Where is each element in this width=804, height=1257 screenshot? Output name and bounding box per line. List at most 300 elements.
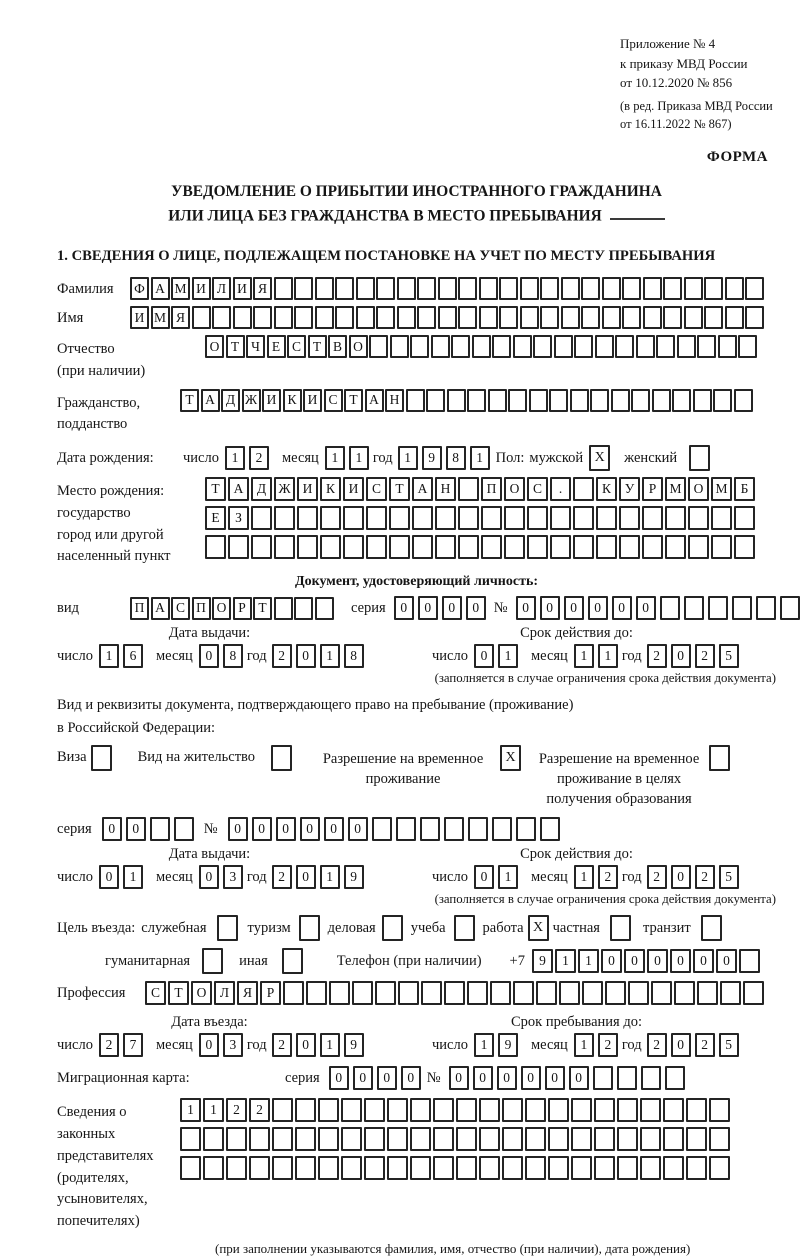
- migcard-series-input[interactable]: [329, 1066, 425, 1090]
- char-cell[interactable]: Я: [237, 981, 258, 1005]
- char-cell[interactable]: [593, 1066, 613, 1090]
- char-cell[interactable]: 0: [671, 644, 691, 668]
- char-cell[interactable]: [458, 535, 479, 559]
- char-cell[interactable]: 1: [474, 1033, 494, 1057]
- char-cell[interactable]: 0: [466, 596, 486, 620]
- char-cell[interactable]: [527, 506, 548, 530]
- char-cell[interactable]: 1: [99, 644, 119, 668]
- char-cell[interactable]: [366, 506, 387, 530]
- char-cell[interactable]: 0: [418, 596, 438, 620]
- char-cell[interactable]: [636, 335, 655, 358]
- char-cell[interactable]: 0: [99, 865, 119, 889]
- char-cell[interactable]: К: [596, 477, 617, 501]
- char-cell[interactable]: [525, 1156, 546, 1180]
- char-cell[interactable]: [619, 506, 640, 530]
- char-cell[interactable]: [743, 981, 764, 1005]
- char-cell[interactable]: [390, 335, 409, 358]
- stay-doc-issue-day-input[interactable]: [99, 865, 147, 889]
- char-cell[interactable]: З: [228, 506, 249, 530]
- char-cell[interactable]: [651, 981, 672, 1005]
- char-cell[interactable]: Т: [180, 389, 199, 412]
- char-cell[interactable]: [366, 535, 387, 559]
- char-cell[interactable]: [335, 277, 354, 300]
- char-cell[interactable]: [318, 1098, 339, 1122]
- issue-day-input[interactable]: [99, 644, 147, 668]
- char-cell[interactable]: 3: [223, 865, 243, 889]
- char-cell[interactable]: [596, 535, 617, 559]
- char-cell[interactable]: [343, 506, 364, 530]
- char-cell[interactable]: [513, 335, 532, 358]
- char-cell[interactable]: [540, 817, 560, 841]
- char-cell[interactable]: [536, 981, 557, 1005]
- char-cell[interactable]: [780, 596, 800, 620]
- char-cell[interactable]: [704, 277, 723, 300]
- char-cell[interactable]: П: [481, 477, 502, 501]
- char-cell[interactable]: П: [130, 597, 149, 620]
- char-cell[interactable]: [315, 277, 334, 300]
- char-cell[interactable]: 0: [540, 596, 560, 620]
- char-cell[interactable]: 1: [349, 446, 369, 470]
- profession-input[interactable]: [145, 981, 766, 1005]
- stay-until-month-input[interactable]: [574, 1033, 622, 1057]
- char-cell[interactable]: 1: [398, 446, 418, 470]
- char-cell[interactable]: 0: [474, 644, 494, 668]
- char-cell[interactable]: [571, 1127, 592, 1151]
- char-cell[interactable]: И: [233, 277, 252, 300]
- char-cell[interactable]: 0: [199, 865, 219, 889]
- char-cell[interactable]: [533, 335, 552, 358]
- char-cell[interactable]: [341, 1098, 362, 1122]
- char-cell[interactable]: [720, 981, 741, 1005]
- char-cell[interactable]: [684, 596, 704, 620]
- char-cell[interactable]: [642, 535, 663, 559]
- char-cell[interactable]: [283, 981, 304, 1005]
- char-cell[interactable]: [594, 1156, 615, 1180]
- char-cell[interactable]: 0: [671, 1033, 691, 1057]
- char-cell[interactable]: 1: [498, 865, 518, 889]
- char-cell[interactable]: 2: [272, 644, 292, 668]
- char-cell[interactable]: У: [619, 477, 640, 501]
- char-cell[interactable]: [410, 1156, 431, 1180]
- char-cell[interactable]: [410, 335, 429, 358]
- char-cell[interactable]: 0: [296, 1033, 316, 1057]
- char-cell[interactable]: 9: [344, 1033, 364, 1057]
- char-cell[interactable]: А: [151, 597, 170, 620]
- char-cell[interactable]: [420, 817, 440, 841]
- char-cell[interactable]: [672, 389, 691, 412]
- char-cell[interactable]: [294, 277, 313, 300]
- char-cell[interactable]: 0: [102, 817, 122, 841]
- char-cell[interactable]: [663, 277, 682, 300]
- char-cell[interactable]: [540, 306, 559, 329]
- char-cell[interactable]: О: [212, 597, 231, 620]
- char-cell[interactable]: [665, 535, 686, 559]
- char-cell[interactable]: [341, 1156, 362, 1180]
- char-cell[interactable]: [406, 389, 425, 412]
- char-cell[interactable]: 1: [123, 865, 143, 889]
- char-cell[interactable]: 2: [249, 446, 269, 470]
- char-cell[interactable]: [417, 306, 436, 329]
- char-cell[interactable]: О: [191, 981, 212, 1005]
- char-cell[interactable]: 0: [276, 817, 296, 841]
- char-cell[interactable]: 0: [588, 596, 608, 620]
- stay-doc-series-input[interactable]: [102, 817, 198, 841]
- char-cell[interactable]: 2: [695, 1033, 715, 1057]
- char-cell[interactable]: [479, 1127, 500, 1151]
- char-cell[interactable]: [274, 306, 293, 329]
- char-cell[interactable]: 1: [574, 865, 594, 889]
- char-cell[interactable]: [372, 817, 392, 841]
- char-cell[interactable]: 1: [203, 1098, 224, 1122]
- char-cell[interactable]: [725, 306, 744, 329]
- char-cell[interactable]: [458, 277, 477, 300]
- doc-kind-input[interactable]: [130, 597, 335, 620]
- name-input[interactable]: [130, 306, 766, 329]
- char-cell[interactable]: [364, 1098, 385, 1122]
- char-cell[interactable]: [550, 506, 571, 530]
- char-cell[interactable]: [253, 306, 272, 329]
- char-cell[interactable]: 5: [719, 1033, 739, 1057]
- char-cell[interactable]: [295, 1156, 316, 1180]
- char-cell[interactable]: 1: [180, 1098, 201, 1122]
- char-cell[interactable]: [438, 306, 457, 329]
- char-cell[interactable]: С: [324, 389, 343, 412]
- char-cell[interactable]: Д: [251, 477, 272, 501]
- char-cell[interactable]: [704, 306, 723, 329]
- char-cell[interactable]: 5: [719, 644, 739, 668]
- char-cell[interactable]: [472, 335, 491, 358]
- char-cell[interactable]: 0: [671, 865, 691, 889]
- purpose-humanitarian-checkbox[interactable]: [202, 948, 223, 974]
- char-cell[interactable]: [479, 1156, 500, 1180]
- stay-doc-issue-year-input[interactable]: [272, 865, 368, 889]
- surname-input[interactable]: [130, 277, 766, 300]
- char-cell[interactable]: [640, 1098, 661, 1122]
- char-cell[interactable]: [376, 277, 395, 300]
- char-cell[interactable]: [467, 981, 488, 1005]
- char-cell[interactable]: [203, 1156, 224, 1180]
- char-cell[interactable]: 2: [647, 865, 667, 889]
- char-cell[interactable]: [686, 1098, 707, 1122]
- char-cell[interactable]: [686, 1156, 707, 1180]
- char-cell[interactable]: [274, 277, 293, 300]
- char-cell[interactable]: [571, 1156, 592, 1180]
- char-cell[interactable]: [745, 277, 764, 300]
- char-cell[interactable]: 6: [123, 644, 143, 668]
- char-cell[interactable]: [525, 1098, 546, 1122]
- char-cell[interactable]: 0: [296, 644, 316, 668]
- char-cell[interactable]: 0: [199, 644, 219, 668]
- char-cell[interactable]: [709, 1156, 730, 1180]
- char-cell[interactable]: [490, 981, 511, 1005]
- char-cell[interactable]: [249, 1127, 270, 1151]
- char-cell[interactable]: [734, 535, 755, 559]
- char-cell[interactable]: [412, 506, 433, 530]
- char-cell[interactable]: [665, 506, 686, 530]
- char-cell[interactable]: 0: [569, 1066, 589, 1090]
- char-cell[interactable]: 2: [647, 644, 667, 668]
- temp-residence-checkbox[interactable]: X: [500, 745, 521, 771]
- sex-female-checkbox[interactable]: [689, 445, 710, 471]
- char-cell[interactable]: Т: [168, 981, 189, 1005]
- char-cell[interactable]: [663, 1098, 684, 1122]
- char-cell[interactable]: [573, 535, 594, 559]
- char-cell[interactable]: [660, 596, 680, 620]
- char-cell[interactable]: [251, 506, 272, 530]
- representatives-input-line2[interactable]: [180, 1127, 732, 1151]
- char-cell[interactable]: [356, 306, 375, 329]
- char-cell[interactable]: [725, 277, 744, 300]
- stay-doc-issue-month-input[interactable]: [199, 865, 247, 889]
- char-cell[interactable]: А: [201, 389, 220, 412]
- char-cell[interactable]: Т: [205, 477, 226, 501]
- char-cell[interactable]: [320, 506, 341, 530]
- birthplace-input-line2[interactable]: [205, 506, 757, 530]
- char-cell[interactable]: [438, 277, 457, 300]
- char-cell[interactable]: [581, 277, 600, 300]
- char-cell[interactable]: Ч: [246, 335, 265, 358]
- char-cell[interactable]: 1: [574, 644, 594, 668]
- doc-series-input[interactable]: [394, 596, 490, 620]
- char-cell[interactable]: [640, 1156, 661, 1180]
- char-cell[interactable]: В: [328, 335, 347, 358]
- char-cell[interactable]: [622, 306, 641, 329]
- citizenship-input[interactable]: [180, 389, 754, 412]
- char-cell[interactable]: [540, 277, 559, 300]
- char-cell[interactable]: [397, 277, 416, 300]
- char-cell[interactable]: [412, 535, 433, 559]
- char-cell[interactable]: [502, 1098, 523, 1122]
- char-cell[interactable]: [529, 389, 548, 412]
- char-cell[interactable]: [180, 1156, 201, 1180]
- entry-year-input[interactable]: [272, 1033, 368, 1057]
- char-cell[interactable]: [315, 597, 334, 620]
- char-cell[interactable]: [504, 535, 525, 559]
- char-cell[interactable]: [369, 335, 388, 358]
- char-cell[interactable]: 0: [474, 865, 494, 889]
- char-cell[interactable]: [318, 1127, 339, 1151]
- char-cell[interactable]: 2: [598, 865, 618, 889]
- char-cell[interactable]: И: [262, 389, 281, 412]
- char-cell[interactable]: [732, 596, 752, 620]
- char-cell[interactable]: 2: [249, 1098, 270, 1122]
- char-cell[interactable]: [594, 1098, 615, 1122]
- char-cell[interactable]: 0: [647, 949, 668, 973]
- char-cell[interactable]: 8: [223, 644, 243, 668]
- char-cell[interactable]: [674, 981, 695, 1005]
- char-cell[interactable]: Т: [226, 335, 245, 358]
- char-cell[interactable]: [451, 335, 470, 358]
- char-cell[interactable]: [713, 389, 732, 412]
- char-cell[interactable]: 2: [695, 644, 715, 668]
- char-cell[interactable]: 0: [401, 1066, 421, 1090]
- char-cell[interactable]: [559, 981, 580, 1005]
- char-cell[interactable]: [642, 506, 663, 530]
- issue-year-input[interactable]: [272, 644, 368, 668]
- char-cell[interactable]: [343, 535, 364, 559]
- char-cell[interactable]: 2: [226, 1098, 247, 1122]
- char-cell[interactable]: [643, 277, 662, 300]
- char-cell[interactable]: [387, 1098, 408, 1122]
- char-cell[interactable]: [643, 306, 662, 329]
- char-cell[interactable]: [663, 1127, 684, 1151]
- char-cell[interactable]: Ж: [274, 477, 295, 501]
- char-cell[interactable]: Л: [214, 981, 235, 1005]
- char-cell[interactable]: [527, 535, 548, 559]
- char-cell[interactable]: [617, 1066, 637, 1090]
- char-cell[interactable]: [410, 1127, 431, 1151]
- char-cell[interactable]: [631, 389, 650, 412]
- char-cell[interactable]: М: [151, 306, 170, 329]
- char-cell[interactable]: [364, 1156, 385, 1180]
- char-cell[interactable]: Д: [221, 389, 240, 412]
- char-cell[interactable]: [315, 306, 334, 329]
- purpose-other-checkbox[interactable]: [282, 948, 303, 974]
- char-cell[interactable]: С: [527, 477, 548, 501]
- temp-residence-edu-checkbox[interactable]: [709, 745, 730, 771]
- char-cell[interactable]: [596, 506, 617, 530]
- char-cell[interactable]: 0: [693, 949, 714, 973]
- char-cell[interactable]: [550, 535, 571, 559]
- char-cell[interactable]: [387, 1127, 408, 1151]
- char-cell[interactable]: [502, 1156, 523, 1180]
- char-cell[interactable]: [479, 1098, 500, 1122]
- valid-month-input[interactable]: [574, 644, 622, 668]
- char-cell[interactable]: [504, 506, 525, 530]
- char-cell[interactable]: С: [145, 981, 166, 1005]
- char-cell[interactable]: Т: [389, 477, 410, 501]
- char-cell[interactable]: О: [349, 335, 368, 358]
- char-cell[interactable]: .: [550, 477, 571, 501]
- char-cell[interactable]: 0: [449, 1066, 469, 1090]
- char-cell[interactable]: 2: [598, 1033, 618, 1057]
- char-cell[interactable]: [375, 981, 396, 1005]
- char-cell[interactable]: [376, 306, 395, 329]
- char-cell[interactable]: 9: [422, 446, 442, 470]
- char-cell[interactable]: [458, 306, 477, 329]
- char-cell[interactable]: [274, 535, 295, 559]
- char-cell[interactable]: [622, 277, 641, 300]
- char-cell[interactable]: 1: [325, 446, 345, 470]
- char-cell[interactable]: С: [171, 597, 190, 620]
- purpose-business-checkbox[interactable]: [382, 915, 403, 941]
- char-cell[interactable]: [421, 981, 442, 1005]
- char-cell[interactable]: [756, 596, 776, 620]
- char-cell[interactable]: [549, 389, 568, 412]
- char-cell[interactable]: [233, 306, 252, 329]
- char-cell[interactable]: М: [711, 477, 732, 501]
- char-cell[interactable]: [294, 597, 313, 620]
- char-cell[interactable]: Т: [344, 389, 363, 412]
- char-cell[interactable]: Т: [253, 597, 272, 620]
- char-cell[interactable]: [180, 1127, 201, 1151]
- char-cell[interactable]: 0: [716, 949, 737, 973]
- char-cell[interactable]: [274, 506, 295, 530]
- char-cell[interactable]: 0: [199, 1033, 219, 1057]
- char-cell[interactable]: [525, 1127, 546, 1151]
- char-cell[interactable]: А: [228, 477, 249, 501]
- char-cell[interactable]: [433, 1156, 454, 1180]
- purpose-official-checkbox[interactable]: [217, 915, 238, 941]
- char-cell[interactable]: 1: [578, 949, 599, 973]
- char-cell[interactable]: А: [365, 389, 384, 412]
- doc-number-input[interactable]: [516, 596, 804, 620]
- stay-doc-valid-year-input[interactable]: [647, 865, 743, 889]
- char-cell[interactable]: [617, 1098, 638, 1122]
- char-cell[interactable]: [410, 1098, 431, 1122]
- char-cell[interactable]: [318, 1156, 339, 1180]
- char-cell[interactable]: [677, 335, 696, 358]
- char-cell[interactable]: [272, 1098, 293, 1122]
- char-cell[interactable]: [520, 306, 539, 329]
- representatives-input-line1[interactable]: [180, 1098, 732, 1122]
- char-cell[interactable]: [508, 389, 527, 412]
- char-cell[interactable]: [615, 335, 634, 358]
- char-cell[interactable]: [554, 335, 573, 358]
- char-cell[interactable]: [693, 389, 712, 412]
- char-cell[interactable]: 0: [126, 817, 146, 841]
- purpose-private-checkbox[interactable]: [610, 915, 631, 941]
- char-cell[interactable]: [611, 389, 630, 412]
- char-cell[interactable]: 1: [498, 644, 518, 668]
- char-cell[interactable]: [389, 535, 410, 559]
- char-cell[interactable]: [684, 277, 703, 300]
- char-cell[interactable]: [329, 981, 350, 1005]
- char-cell[interactable]: [335, 306, 354, 329]
- char-cell[interactable]: Я: [171, 306, 190, 329]
- char-cell[interactable]: 1: [598, 644, 618, 668]
- char-cell[interactable]: [688, 535, 709, 559]
- char-cell[interactable]: [295, 1127, 316, 1151]
- char-cell[interactable]: 9: [498, 1033, 518, 1057]
- char-cell[interactable]: 0: [624, 949, 645, 973]
- char-cell[interactable]: 7: [123, 1033, 143, 1057]
- char-cell[interactable]: 2: [272, 1033, 292, 1057]
- char-cell[interactable]: [468, 817, 488, 841]
- char-cell[interactable]: [619, 535, 640, 559]
- char-cell[interactable]: [492, 335, 511, 358]
- char-cell[interactable]: Н: [435, 477, 456, 501]
- char-cell[interactable]: [458, 506, 479, 530]
- char-cell[interactable]: А: [151, 277, 170, 300]
- char-cell[interactable]: М: [171, 277, 190, 300]
- birth-year-input[interactable]: [398, 446, 494, 470]
- char-cell[interactable]: 0: [564, 596, 584, 620]
- char-cell[interactable]: [605, 981, 626, 1005]
- char-cell[interactable]: [249, 1156, 270, 1180]
- char-cell[interactable]: [356, 277, 375, 300]
- valid-day-input[interactable]: [474, 644, 522, 668]
- char-cell[interactable]: 0: [377, 1066, 397, 1090]
- char-cell[interactable]: [502, 1127, 523, 1151]
- char-cell[interactable]: [617, 1156, 638, 1180]
- char-cell[interactable]: [520, 277, 539, 300]
- char-cell[interactable]: 0: [228, 817, 248, 841]
- char-cell[interactable]: [665, 1066, 685, 1090]
- char-cell[interactable]: [212, 306, 231, 329]
- char-cell[interactable]: 9: [344, 865, 364, 889]
- char-cell[interactable]: К: [283, 389, 302, 412]
- char-cell[interactable]: [364, 1127, 385, 1151]
- char-cell[interactable]: Е: [267, 335, 286, 358]
- char-cell[interactable]: [561, 306, 580, 329]
- birthplace-input-line3[interactable]: [205, 535, 757, 559]
- char-cell[interactable]: 0: [252, 817, 272, 841]
- char-cell[interactable]: 0: [545, 1066, 565, 1090]
- char-cell[interactable]: [573, 506, 594, 530]
- char-cell[interactable]: 1: [574, 1033, 594, 1057]
- char-cell[interactable]: И: [303, 389, 322, 412]
